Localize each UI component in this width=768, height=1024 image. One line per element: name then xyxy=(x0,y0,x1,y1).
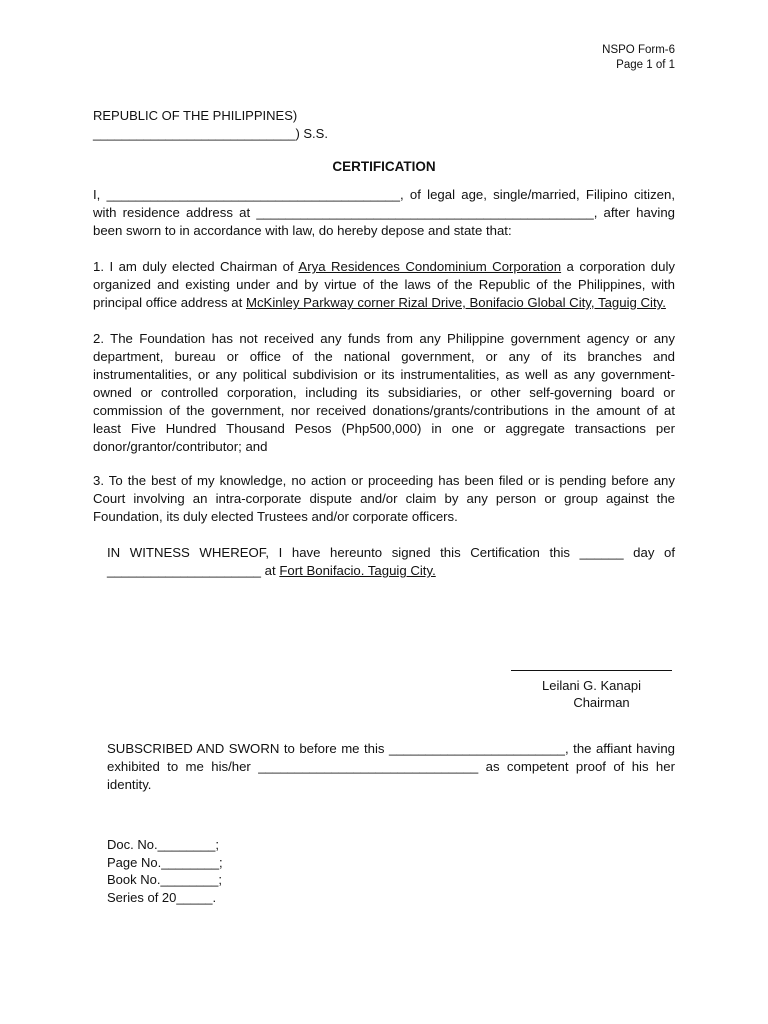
signatory-title: Chairman xyxy=(573,695,630,710)
page-number: Page No.________; xyxy=(107,854,223,870)
form-code: NSPO Form-6 xyxy=(602,44,675,56)
caption-republic: REPUBLIC OF THE PHILIPPINES) xyxy=(93,108,298,123)
page-indicator: Page 1 of 1 xyxy=(616,58,675,71)
witness-text: IN WITNESS WHEREOF, I have hereunto signed this Certification this ______ day of _____________________ at xyxy=(107,545,675,578)
corporation-name: Arya Residences Condominium Corporation xyxy=(298,259,562,274)
office-address: McKinley Parkway corner Rizal Drive, Bonifacio Global City, Taguig City. xyxy=(245,295,666,310)
paragraph-2: 2. The Foundation has not received any funds from any Philippine government agency or any department, bureau or office of the national government, or any of its branches and instrumentalities, or any political subdivision or its instrumentalities, as well as any government-owned or controlled corporation, including its subsidiaries, or other self-governing board or commission of the government, nor received donations/grants/contributions in the amount of at least Five Hundred Thousand Pesos (Php500,000) in one or aggregate transactions per donor/grantor/contributor; and xyxy=(93,331,675,454)
paragraph-1-prefix: 1. I am duly elected Chairman of xyxy=(93,259,299,274)
signatory-name: Leilani G. Kanapi xyxy=(541,678,641,693)
venue-caption xyxy=(93,107,328,143)
book-number: Book No.________; xyxy=(107,872,222,887)
form-code-block xyxy=(602,43,675,72)
intro-paragraph: I, ________________________________________, of legal age, single/married, Filipino citizen, with residence address at ______________________________________________, after having been sworn to in accordance with law, do hereby depose and state that: xyxy=(93,187,675,238)
document-title: CERTIFICATION xyxy=(332,159,436,174)
notarial-register xyxy=(107,836,223,906)
paragraph-1-body: a corporation duly organized and existing under and by virtue of the laws of the Republic of the Philippines, with principal office address at xyxy=(93,259,675,310)
witness-place: Fort Bonifacio. Taguig City. xyxy=(279,563,436,578)
paragraph-1 xyxy=(93,258,675,312)
caption-ss-line: ____________________________) S.S. xyxy=(93,126,328,141)
witness-paragraph xyxy=(107,544,675,580)
doc-number: Doc. No.________; xyxy=(107,837,220,852)
series-year: Series of 20_____. xyxy=(107,889,217,905)
signature-line xyxy=(511,670,672,671)
paragraph-3: 3. To the best of my knowledge, no action or proceeding has been filed or is pending before any Court involving an intra-corporate dispute and/or claim by any person or group against the Foundation, its duly elected Trustees and/or corporate officers. xyxy=(93,473,675,524)
jurat-paragraph: SUBSCRIBED AND SWORN to before me this ________________________, the affiant having exhibited to me his/her ______________________________ as competent proof of his her identity. xyxy=(107,741,675,792)
